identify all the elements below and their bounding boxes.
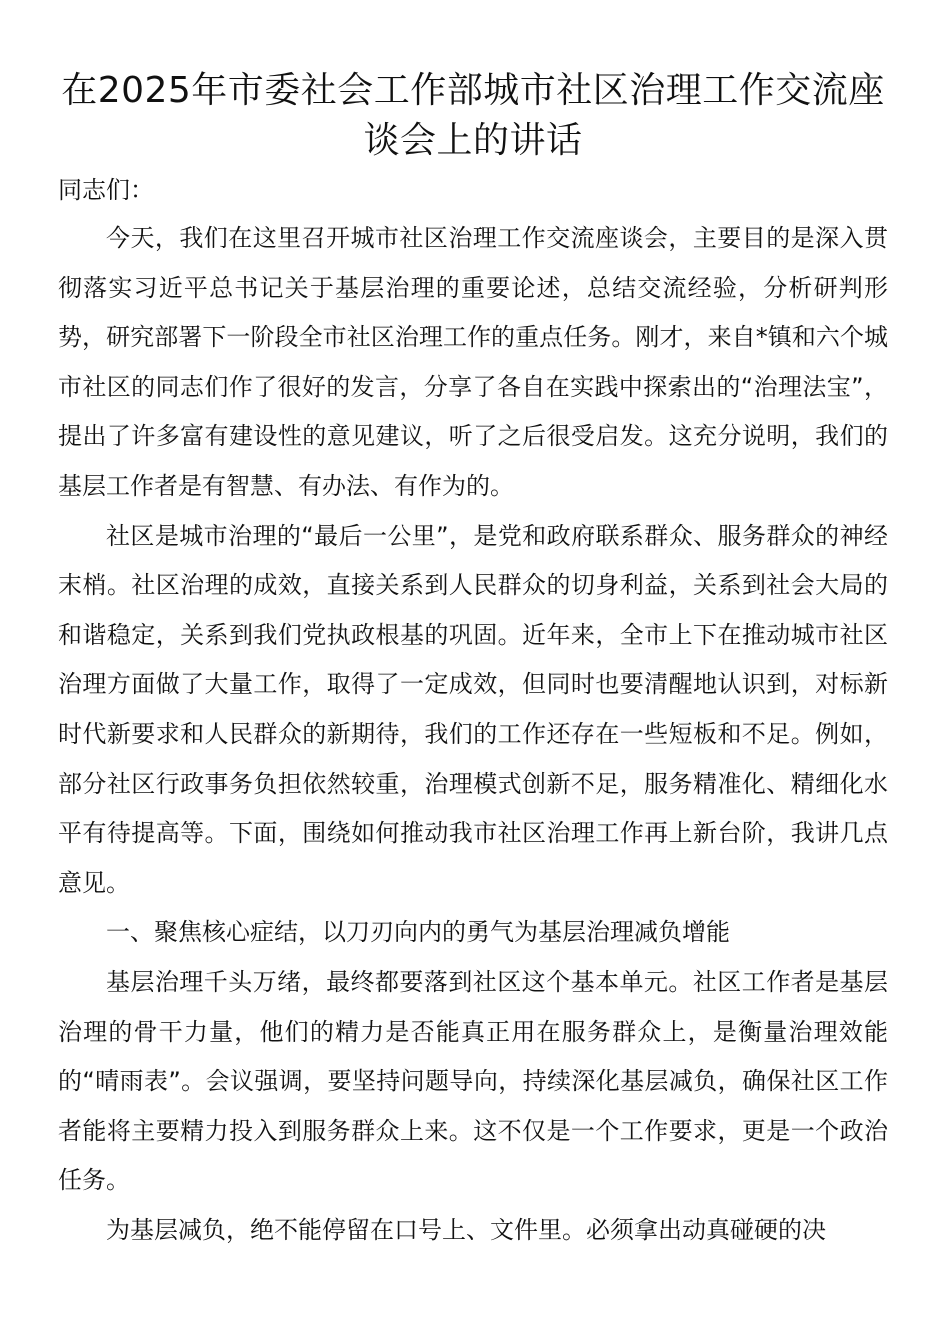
section-heading-1: 一、聚焦核心症结，以刀刃向内的勇气为基层治理减负增能 [106, 918, 730, 947]
document-title: 在2025年市委社会工作部城市社区治理工作交流座谈会上的讲话 [61, 70, 885, 161]
paragraph-section-2: 为基层减负，绝不能停留在口号上、文件里。必须拿出动真碰硬的决 [106, 1215, 826, 1244]
paragraph-section-1: 基层治理千头万绪，最终都要落到社区这个基本单元。社区工作者是基层治理的骨干力量，他们的精力是否能真正用在服务群众上，是衡量治理效能的“晴雨表”。会议强调，要坚持问题导向，持续深化基层减负，确保社区工作者能将主要精力投入到服务群众上来。这不仅是一个工作要求，更是一个政治任务。 [58, 967, 888, 1195]
paragraph-opening: 今天，我们在这里召开城市社区治理工作交流座谈会，主要目的是深入贯彻落实习近平总书记关于基层治理的重要论述，总结交流经验，分析研判形势，研究部署下一阶段全市社区治理工作的重点任务。刚才，来自*镇和六个城市社区的同志们作了很好的发言，分享了各自在实践中探索出的“治理法宝”，提出了许多富有建设性的意见建议，听了之后很受启发。这充分说明，我们的基层工作者是有智慧、有办法、有作为的。 [58, 224, 888, 500]
paragraph-background: 社区是城市治理的“最后一公里”，是党和政府联系群众、服务群众的神经末梢。社区治理的成效，直接关系到人民群众的切身利益，关系到社会大局的和谐稳定，关系到我们党执政根基的巩固。近年来，全市上下在推动城市社区治理方面做了大量工作，取得了一定成效，但同时也要清醒地认识到，对标新时代新要求和人民群众的新期待，我们的工作还存在一些短板和不足。例如，部分社区行政事务负担依然较重，治理模式创新不足，服务精准化、精细化水平有待提高等。下面，围绕如何推动我市社区治理工作再上新台阶，我讲几点意见。 [58, 521, 888, 897]
salutation: 同志们： [58, 176, 154, 204]
